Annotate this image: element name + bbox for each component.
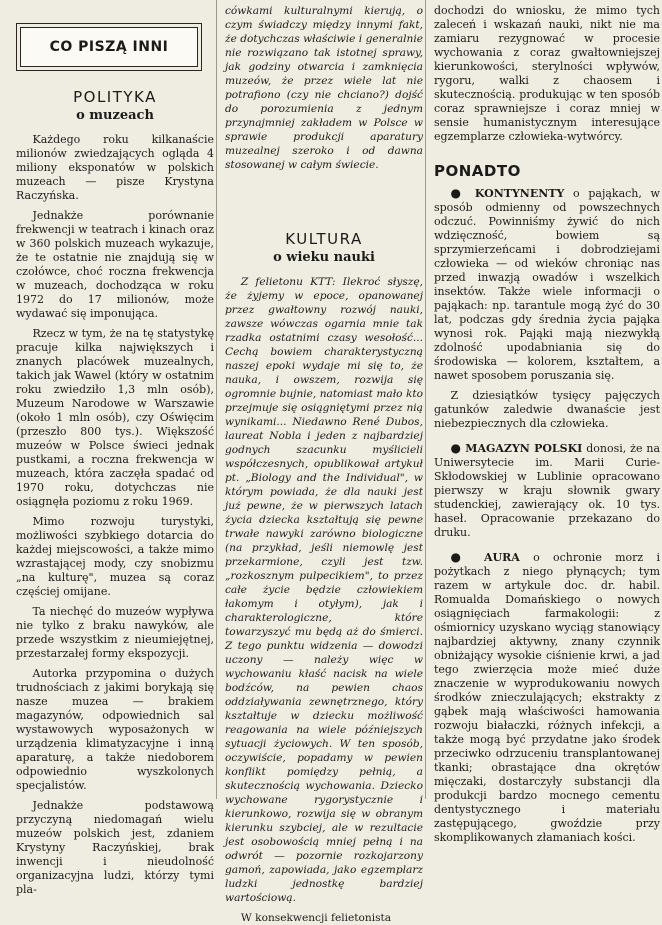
paragraph: W konsekwencji felietonista: [240, 912, 392, 924]
column-divider-right: [425, 0, 426, 799]
section-kicker: PONADTO: [434, 162, 521, 180]
kultura-article: [225, 230, 423, 925]
item-text: o pająkach, w sposób odmienny od powszechnych odczuć. Powinniśmy żywić do nich wdzięczność, bowiem są sprzymierzeńcami i dobrodziejami człowieka — od wieków chroniąc nas przed inwazją owadów i wszelkich insektów. Także wiele informacji o pająkach: np. tarantule mogą żyć do 30 lat, podczas gdy średnia życia pająka wynosi rok. Pająki mają niezwykłą zdolność upodabniania się do środowiska — kolorem, kształtem, a nawet sposobem poruszania się.: [434, 187, 660, 382]
paragraph: Z felietonu KTT: Ilekroć słyszę, że żyjemy w epoce, opanowanej przez gwałtowny rozwój nauki, zawsze wówczas ogarnia mnie tak rzadka ostatnimi czasy wesołość... Cechą bowiem charakterystyczną naszej epoki wydaje mi się to, że nauka, i owszem, rozwija się ogromnie bujnie, natomiast mało kto przejmuje się osiągniętymi przez nią wynikami... Niedawno René Dubos, laureat Nobla i jeden z najbardziej godnych szacunku myślicieli współczesnych, opublikował artykuł pt. „Biology and the Individual", w którym powiada, że dla nauki jest już pewne, że w pierwszych latach życia dziecka kształtują się pewne trwałe nawyki zarówno biologiczne (na przykład, jeśli niemowlę jest przekarmione, czyli jest tzw. „rozkosznym pulpecikiem", to przez całe życie będzie człowiekiem łakomym i otyłym), jak i charakterologiczne, które towarzyszyć mu będą aż do śmierci. Z tego punktu widzenia — dowodzi uczony — należy więc w wychowaniu kłaść nacisk na wiele bodźców, na pewien chaos oddziaływania zewnętrznego, który kształtuje w dziecku możliwość reagowania na wiele późniejszych sytuacji życiowych. W ten sposób, oczywiście, popadamy w pewien konflikt pomiędzy pełnią, a skutecznością wychowania. Dziecko wychowane rygorystycznie i kierunkowo, rozwija się w obranym kierunku szybciej, ale w rezultacie jest osobowością mniej pełną i na odwrót — pozornie rozkojarzony gamoń, zapowiada, jako egzemplarz ludzki jednostkę bardziej wartościową.: [225, 276, 423, 904]
paragraph: Jednakże podstawową przyczyną niedomagań wielu muzeów polskich jest, zdaniem Krystyny Raczyńskiej, brak inwencji i nieudolność organizacyjna ludzi, którzy tymi pla-: [16, 799, 214, 896]
article-kicker: KULTURA: [285, 230, 363, 248]
paragraph: [434, 550, 660, 845]
paragraph: Autorka przypomina o dużych trudnościach z jakimi borykają się nasze muzea — brakiem magazynów, odpowiednich sal wystawowych wyposażonych w urządzenia klimatyzacyjne i inną aparaturę, a także niedoborem odpowiednio wyszkolonych specjalistów.: [16, 667, 214, 792]
article-body: [225, 275, 423, 925]
paragraph: [434, 186, 660, 383]
news-item: [434, 550, 660, 845]
continued-text: [225, 4, 423, 172]
paragraph: Każdego roku kilkanaście milionów zwiedzających ogląda 4 miliony eksponatów w polskich muzeach — pisze Krystyna Raczyńska.: [16, 133, 214, 202]
bullet-icon: ●: [450, 550, 471, 564]
item-text: donosi, że na Uniwersytecie im. Marii Curie-Skłodowskiej w Lublinie opracowano pierwszy w kraju słownik gwary studenckiej, zawierający ok. 10 tys. haseł. Opracowanie przekazano do druku.: [434, 442, 660, 539]
paragraph: Z dziesiątków tysięcy pajęczych gatunków zaledwie dwanaście jest niebezpiecznych dla człowieka.: [434, 389, 660, 430]
article-body: [16, 133, 214, 897]
polityka-article: [16, 88, 214, 897]
paragraph: dochodzi do wniosku, że mimo tych zaleceń i wskazań nauki, nikt nie ma zamiaru rezygnować w procesie wychowania z coraz gwałtowniejszej kierunkowości, sterylności wpływów, rygoru, walki z chaosem i skutecznością. produkując w ten sposób coraz sprawniejsze i coraz mniej w sensie humanistycznym interesujące egzemplarze człowieka-wytwórcy.: [434, 4, 660, 143]
paragraph: Jednakże porównanie frekwencji w teatrach i kinach oraz w 360 polskich muzeach wykazuje, że te ostatnie nie znajdują się w czołówce, choć roczna frekwencja w muzeach, dochodząca w roku 1972 do 17 milionów, może wydawać się imponująca.: [16, 209, 214, 320]
article-headline: o muzeach: [76, 108, 154, 123]
column-divider-left: [216, 0, 217, 799]
item-lead: AURA: [484, 551, 520, 564]
article-headline: o wieku nauki: [273, 250, 375, 265]
paragraph: [434, 441, 660, 540]
item-lead: MAGAZYN POLSKI: [465, 442, 583, 455]
continued-text: [434, 4, 660, 144]
section-banner: [20, 27, 198, 67]
paragraph: Mimo rozwoju turystyki, możliwości szybkiego dotarcia do każdej miejscowości, a także mimo wzrastającej mody, czy snobizmu „na kulturę", muzea są coraz częściej omijane.: [16, 515, 214, 598]
banner-label: CO PISZĄ INNI: [49, 39, 169, 55]
news-item: [434, 441, 660, 540]
paragraph: Ta niechęć do muzeów wypływa nie tylko z braku nawyków, ale przede wszystkim z nieumiejętnej, przestarzałej formy ekspozycji.: [16, 605, 214, 660]
paragraph: cówkami kulturalnymi kierują, o czym świadczy między innymi fakt, że dotychczas właściwie i generalnie nie rozwiązano tak istotnej sprawy, jak godziny otwarcia i zamknięcia muzeów, że przez wiele lat nie potrafiono (czy nie chciano?) dojść do porozumienia z jednym przynajmniej zakładem w Polsce w sprawie produkcji aparatury muzealnej szeroko i od dawna stosowanej w całym świecie.: [225, 5, 423, 171]
bullet-icon: ●: [450, 186, 467, 200]
paragraph: Rzecz w tym, że na tę statystykę pracuje kilka największych i znanych placówek muzealnych, takich jak Wawel (który w ostatnim roku zwiedziło 1,3 mln osób), Muzeum Narodowe w Warszawie (około 1 mln osób), czy Oświęcim (przeszło 800 tys.). Większość muzeów w Polsce świeci jednak pustkami, a roczna frekwencja w muzeach, która zaczęła spadać od 1970 roku, dotychczas nie osiągnęła poziomu z roku 1969.: [16, 327, 214, 508]
news-item: [434, 186, 660, 431]
item-text: o ochronie morz i pożytkach z niego płynących; tym razem w artykule doc. dr. habil. Romualda Domańskiego o nowych osiągnięciach farmakologii: z ośmiornicy uzyskano wyciąg stanowiący najbardziej aktywny, znany czynnik obniżający wysokie ciśnienie krwi, a jad tego zwierzęcia może mieć duże znaczenie w wyprodukowaniu nowych środków znieczulających; ekstrakty z gąbek mają właściwości hamowania rozwoju białaczki, różnych infekcji, a także mogą być przydatne jako środek przeciwko odrzuceniu transplantowanej tkanki; obrastające dna okrętów mięczaki, dostarczyły substancji dla produkcji bardzo mocnego cementu dentystycznego i materiału zastępującego, gwoździe przy skomplikowanych złamaniach kości.: [434, 551, 660, 844]
item-lead: KONTYNENTY: [474, 187, 565, 200]
article-kicker: POLITYKA: [73, 88, 157, 106]
bullet-icon: ●: [450, 441, 462, 455]
ponadto-section: [434, 162, 660, 845]
